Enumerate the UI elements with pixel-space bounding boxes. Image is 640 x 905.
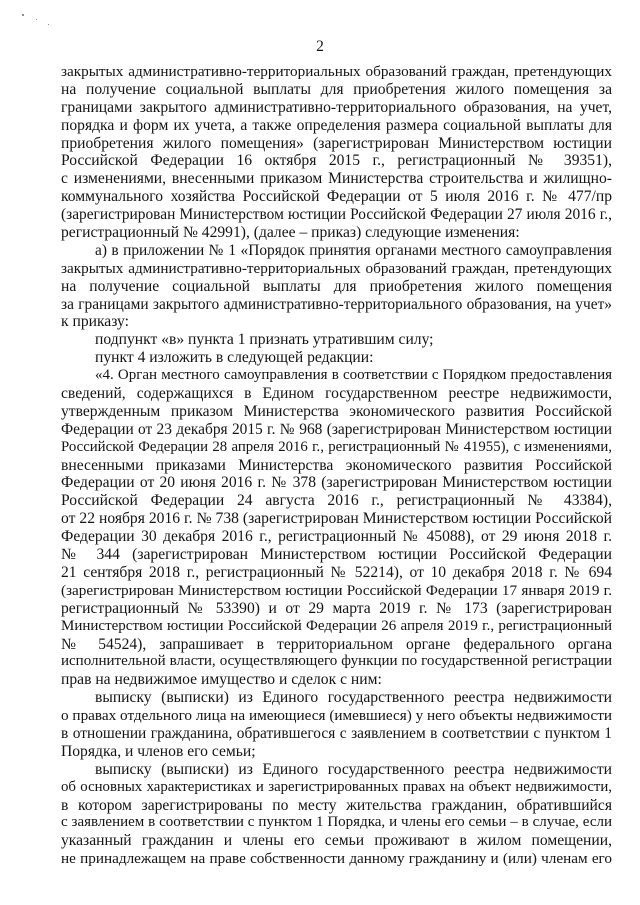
text-line: (зарегистрирован Министерством юстиции Российской Федерации 17 января 2019 г.: [61, 581, 612, 599]
text-line: сведений, содержащихся в Едином государственном реестре недвижимости,: [61, 385, 612, 403]
text-line: в котором зарегистрированы по месту жительства гражданин, обратившийся: [61, 796, 612, 814]
text-line: к приказу:: [61, 313, 129, 331]
text-line: регистрационный № 53390) и от 29 марта 2019 г. № 173 (зарегистрирован: [61, 599, 612, 617]
text-line: о правах отдельного лица на имеющиеся (имевшиеся) у него объекты недвижимости: [61, 707, 612, 725]
text-line: № 54524), запрашивает в территориальном органе федерального органа: [61, 635, 612, 653]
text-line: в отношении гражданина, обратившегося с заявлением в соответствии с пунктом 1: [61, 724, 612, 742]
text-line: закрытых административно-территориальных образований граждан, претендующих: [61, 259, 612, 277]
text-line: Министерством юстиции Российской Федерации 26 апреля 2019 г., регистрационный: [61, 617, 612, 634]
document-body: [61, 63, 612, 868]
text-line: с заявлением в соответствии с пунктом 1 Порядка, и члены его семьи – в случае, если: [61, 814, 612, 831]
text-line: от 22 ноября 2016 г. № 738 (зарегистрирован Министерством юстиции Российской: [61, 510, 612, 528]
text-line: выписку (выписки) из Единого государственного реестра недвижимости: [95, 689, 612, 707]
text-line: Федерации 30 декабря 2016 г., регистрационный № 45088), от 29 июня 2018 г.: [61, 528, 612, 546]
text-line: пункт 4 изложить в следующей редакции:: [95, 349, 374, 367]
scan-speck: [48, 24, 49, 25]
text-line: № 344 (зарегистрирован Министерством юстиции Российской Федерации: [61, 546, 612, 564]
text-line: об основных характеристиках и зарегистрированных правах на объект недвижимости,: [61, 778, 612, 795]
text-line: Российской Федерации 24 августа 2016 г., регистрационный № 43384),: [61, 492, 612, 510]
page-number: 2: [316, 38, 324, 55]
text-line: Федерации от 20 июня 2016 г. № 378 (зарегистрирован Министерством юстиции: [61, 474, 612, 492]
text-line: Российской Федерации 28 апреля 2016 г., регистрационный № 41955), с изменениями,: [61, 438, 612, 455]
text-line: регистрационный № 42991), (далее – приказ) следующие изменения:: [61, 224, 520, 242]
text-line: исполнительной власти, осуществляющего функции по государственной регистрации: [61, 653, 612, 670]
text-line: коммунального хозяйства Российской Федерации от 5 июля 2016 г. № 477/пр: [61, 188, 612, 206]
text-line: выписку (выписки) из Единого государственного реестра недвижимости: [95, 760, 612, 778]
text-line: 21 сентября 2018 г., регистрационный № 52214), от 10 декабря 2018 г. № 694: [61, 563, 612, 581]
scan-speck: [22, 14, 24, 16]
text-line: Федерации от 23 декабря 2015 г. № 968 (зарегистрирован Министерством юстиции: [61, 420, 612, 438]
text-line: внесенными приказами Министерства экономического развития Российской: [61, 456, 612, 474]
text-line: «4. Орган местного самоуправления в соответствии с Порядком предоставления: [95, 367, 612, 384]
text-line: порядка и форм их учета, а также определения размера социальной выплаты для: [61, 116, 612, 134]
text-line: (зарегистрирован Министерством юстиции Российской Федерации 27 июля 2016 г.,: [61, 206, 612, 224]
text-line: на получение социальной выплаты для приобретения жилого помещения: [61, 277, 612, 295]
text-line: границами закрытого административно-территориального образования, на учет,: [61, 98, 612, 116]
text-line: на получение социальной выплаты для приобретения жилого помещения за: [61, 80, 612, 98]
text-line: приобретения жилого помещения» (зарегистрирован Министерством юстиции: [61, 134, 612, 152]
text-line: а) в приложении № 1 «Порядок принятия органами местного самоуправления: [95, 241, 612, 259]
text-line: за границами закрытого административно-территориального образования, на учет»: [61, 295, 612, 313]
text-line: утвержденным приказом Министерства экономического развития Российской: [61, 402, 612, 420]
text-line: закрытых административно-территориальных образований граждан, претендующих: [61, 63, 612, 80]
text-line: Порядка, и членов его семьи;: [61, 742, 256, 760]
text-line: Российской Федерации 16 октября 2015 г., регистрационный № 39351),: [61, 152, 612, 170]
scan-speck: [36, 19, 37, 20]
text-line: подпункт «в» пункта 1 признать утратившим силу;: [95, 331, 434, 349]
text-line: указанный гражданин и члены его семьи проживают в жилом помещении,: [61, 832, 612, 850]
text-line: с изменениями, внесенными приказом Министерства строительства и жилищно-: [61, 170, 612, 188]
text-line: прав на недвижимое имущество и сделок с ним:: [61, 671, 382, 689]
text-line: не принадлежащем на праве собственности данному гражданину и (или) членам его: [61, 850, 612, 868]
